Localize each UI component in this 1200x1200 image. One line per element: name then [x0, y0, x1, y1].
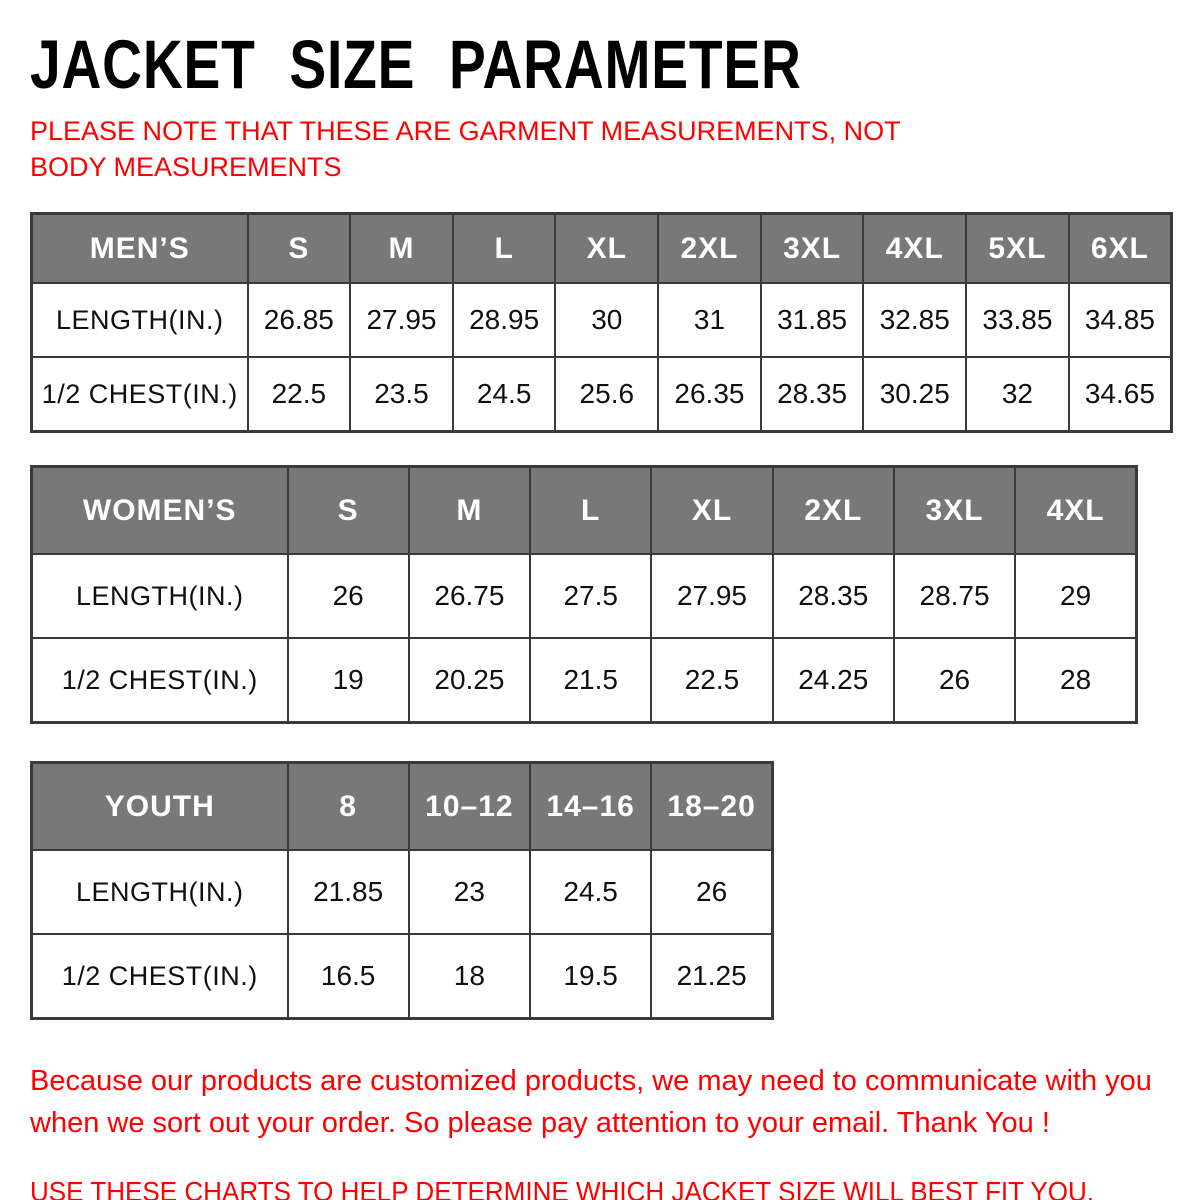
value-cell: 26	[894, 638, 1015, 722]
value-cell: 27.95	[350, 283, 453, 357]
header-row	[32, 213, 1172, 283]
value-cell: 30	[555, 283, 658, 357]
table-row	[32, 850, 773, 934]
size-header-cell: XL	[651, 466, 772, 554]
size-header-cell: M	[350, 213, 453, 283]
value-cell: 16.5	[288, 934, 409, 1018]
size-header-cell: XL	[555, 213, 658, 283]
value-cell: 32	[966, 357, 1069, 431]
size-header-cell: 6XL	[1069, 213, 1172, 283]
row-label-cell: 1/2 CHEST(IN.)	[32, 934, 288, 1018]
row-label-cell: 1/2 CHEST(IN.)	[32, 638, 288, 722]
row-label-cell: LENGTH(IN.)	[32, 283, 248, 357]
value-cell: 27.5	[530, 554, 651, 638]
value-cell: 26.35	[658, 357, 761, 431]
header-row	[32, 762, 773, 850]
table-title-cell: YOUTH	[32, 762, 288, 850]
table-row	[32, 357, 1172, 431]
size-header-cell: 18–20	[651, 762, 772, 850]
youth-size-table	[30, 761, 774, 1020]
value-cell: 28.75	[894, 554, 1015, 638]
value-cell: 25.6	[555, 357, 658, 431]
value-cell: 28.95	[453, 283, 556, 357]
value-cell: 31	[658, 283, 761, 357]
value-cell: 24.5	[530, 850, 651, 934]
table-row	[32, 554, 1137, 638]
page-title: JACKET SIZE PARAMETER	[30, 26, 802, 103]
value-cell: 18	[409, 934, 530, 1018]
value-cell: 27.95	[651, 554, 772, 638]
value-cell: 24.25	[773, 638, 894, 722]
value-cell: 21.5	[530, 638, 651, 722]
value-cell: 26.85	[248, 283, 351, 357]
size-header-cell: L	[453, 213, 556, 283]
value-cell: 31.85	[761, 283, 864, 357]
value-cell: 29	[1015, 554, 1136, 638]
size-header-cell: 4XL	[1015, 466, 1136, 554]
size-header-cell: 3XL	[761, 213, 864, 283]
header-row	[32, 466, 1137, 554]
value-cell: 20.25	[409, 638, 530, 722]
value-cell: 33.85	[966, 283, 1069, 357]
chart-usage-instruction: USE THESE CHARTS TO HELP DETERMINE WHICH JACKET SIZE WILL BEST FIT YOU.	[30, 1175, 1095, 1200]
value-cell: 32.85	[863, 283, 966, 357]
value-cell: 28.35	[761, 357, 864, 431]
size-header-cell: S	[288, 466, 409, 554]
size-header-cell: S	[248, 213, 351, 283]
table-row	[32, 934, 773, 1018]
size-header-cell: 5XL	[966, 213, 1069, 283]
size-header-cell: 8	[288, 762, 409, 850]
value-cell: 26	[651, 850, 772, 934]
row-label-cell: LENGTH(IN.)	[32, 850, 288, 934]
table-row	[32, 283, 1172, 357]
value-cell: 19	[288, 638, 409, 722]
value-cell: 23.5	[350, 357, 453, 431]
size-header-cell: L	[530, 466, 651, 554]
row-label-cell: 1/2 CHEST(IN.)	[32, 357, 248, 431]
value-cell: 26.75	[409, 554, 530, 638]
table-title-cell: WOMEN’S	[32, 466, 288, 554]
size-header-cell: 10–12	[409, 762, 530, 850]
table-row	[32, 638, 1137, 722]
value-cell: 23	[409, 850, 530, 934]
value-cell: 28	[1015, 638, 1136, 722]
table-title-cell: MEN’S	[32, 213, 248, 283]
size-header-cell: 3XL	[894, 466, 1015, 554]
value-cell: 28.35	[773, 554, 894, 638]
value-cell: 19.5	[530, 934, 651, 1018]
value-cell: 34.85	[1069, 283, 1172, 357]
value-cell: 21.25	[651, 934, 772, 1018]
row-label-cell: LENGTH(IN.)	[32, 554, 288, 638]
mens-size-table	[30, 212, 1173, 433]
value-cell: 21.85	[288, 850, 409, 934]
value-cell: 24.5	[453, 357, 556, 431]
value-cell: 22.5	[248, 357, 351, 431]
size-header-cell: 14–16	[530, 762, 651, 850]
size-header-cell: M	[409, 466, 530, 554]
value-cell: 30.25	[863, 357, 966, 431]
womens-size-table	[30, 465, 1138, 724]
value-cell: 26	[288, 554, 409, 638]
garment-measurement-note: PLEASE NOTE THAT THESE ARE GARMENT MEASUREMENTS, NOT BODY MEASUREMENTS	[30, 116, 901, 183]
size-header-cell: 2XL	[658, 213, 761, 283]
value-cell: 34.65	[1069, 357, 1172, 431]
custom-order-notice: Because our products are customized products, we may need to communicate with you when we sort out your order. So please pay attention to your email. Thank You !	[30, 1064, 1152, 1139]
size-header-cell: 2XL	[773, 466, 894, 554]
value-cell: 22.5	[651, 638, 772, 722]
size-header-cell: 4XL	[863, 213, 966, 283]
